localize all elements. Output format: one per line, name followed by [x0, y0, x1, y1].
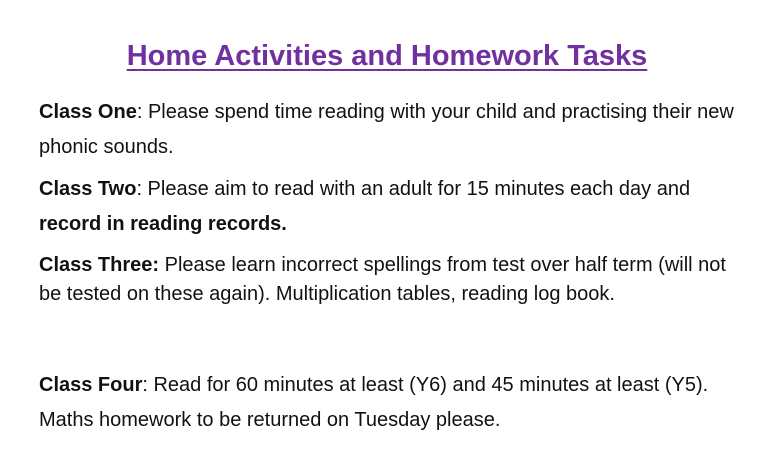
class-three-paragraph	[39, 251, 739, 309]
class-four-label: Class Four	[39, 374, 143, 396]
page-title: Home Activities and Homework Tasks	[126, 40, 648, 72]
class-one-label: Class One	[39, 101, 137, 123]
class-two-emphasis: record in reading records.	[39, 213, 287, 235]
class-one-paragraph	[39, 95, 739, 165]
class-three-label: Class Three:	[39, 254, 160, 276]
class-two-paragraph	[39, 172, 739, 242]
class-four-text: : Read for 60 minutes at least (Y6) and 45 minutes at least (Y5). Maths homework to be returned on Tuesday please.	[39, 374, 709, 431]
class-three-text: Please learn incorrect spellings from test over half term (will not be tested on these again). Multiplication tables, reading log book.	[39, 254, 726, 305]
class-two-label: Class Two	[39, 178, 137, 200]
class-two-text: : Please aim to read with an adult for 15 minutes each day and	[136, 178, 691, 200]
class-four-paragraph	[39, 368, 739, 438]
class-one-text: : Please spend time reading with your child and practising their new phonic sounds.	[39, 101, 734, 158]
